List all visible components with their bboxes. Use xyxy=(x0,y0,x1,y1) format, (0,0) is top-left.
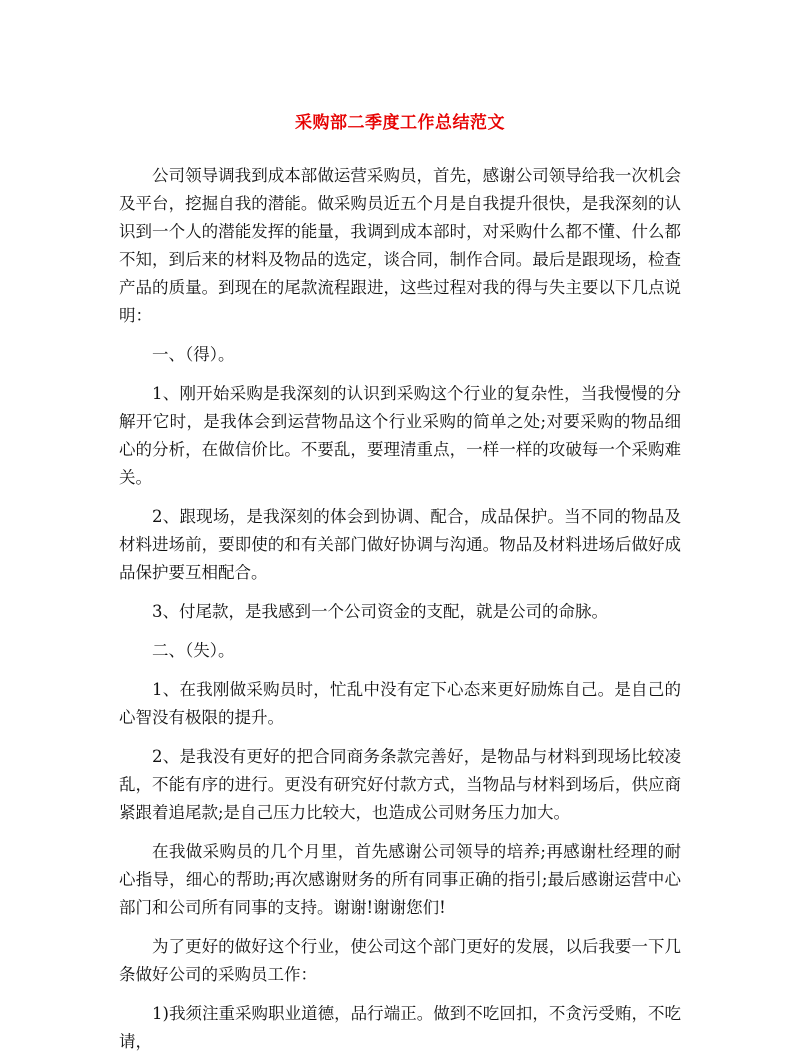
gain-item-2: 2、跟现场，是我深刻的体会到协调、配合，成品保护。当不同的物品及材料进场前，要即使的和有关部门做好协调与沟通。物品及材料进场后做好成品保护要互相配合。 xyxy=(119,507,681,582)
plan-item-1: 1)我须注重采购职业道德，品行端正。做到不吃回扣，不贪污受贿，不吃请， xyxy=(119,1004,681,1051)
document-body xyxy=(119,162,681,1056)
loss-item-1: 1、在我刚做采购员时，忙乱中没有定下心态来更好励炼自己。是自己的心智没有极限的提升。 xyxy=(119,680,681,727)
intro-paragraph: 公司领导调我到成本部做运营采购员，首先，感谢公司领导给我一次机会及平台，挖掘自我的潜能。做采购员近五个月是自我提升很快，是我深刻的认识到一个人的潜能发挥的能量，我调到成本部时，对采购什么都不懂、什么都不知，到后来的材料及物品的选定，谈合同，制作合同。最后是跟现场，检查产品的质量。到现在的尾款流程跟进，这些过程对我的得与失主要以下几点说明： xyxy=(119,166,681,325)
thanks-paragraph: 在我做采购员的几个月里，首先感谢公司领导的培养;再感谢杜经理的耐心指导，细心的帮助;再次感谢财务的所有同事正确的指引;最后感谢运营中心部门和公司所有同事的支持。谢谢!谢谢您们! xyxy=(119,842,681,917)
gains-heading: 一、（得）。 xyxy=(152,345,235,364)
loss-item-2: 2、是我没有更好的把合同商务条款完善好，是物品与材料到现场比较凌乱，不能有序的进行。更没有研究好付款方式，当物品与材料到场后，供应商紧跟着追尾款;是自己压力比较大，也造成公司财务压力加大。 xyxy=(119,747,681,822)
losses-heading: 二、（失）。 xyxy=(152,641,235,660)
future-plan-paragraph: 为了更好的做好这个行业，使公司这个部门更好的发展，以后我要一下几条做好公司的采购员工作： xyxy=(119,937,681,984)
document-title: 采购部二季度工作总结范文 xyxy=(295,113,505,133)
gain-item-3: 3、付尾款，是我感到一个公司资金的支配，就是公司的命脉。 xyxy=(152,602,608,621)
gain-item-1: 1、刚开始采购是我深刻的认识到采购这个行业的复杂性，当我慢慢的分解开它时，是我体会到运营物品这个行业采购的简单之处;对要采购的物品细心的分析，在做信价比。不要乱，要理清重点，一样一样的攻破每一个采购难关。 xyxy=(119,384,681,487)
